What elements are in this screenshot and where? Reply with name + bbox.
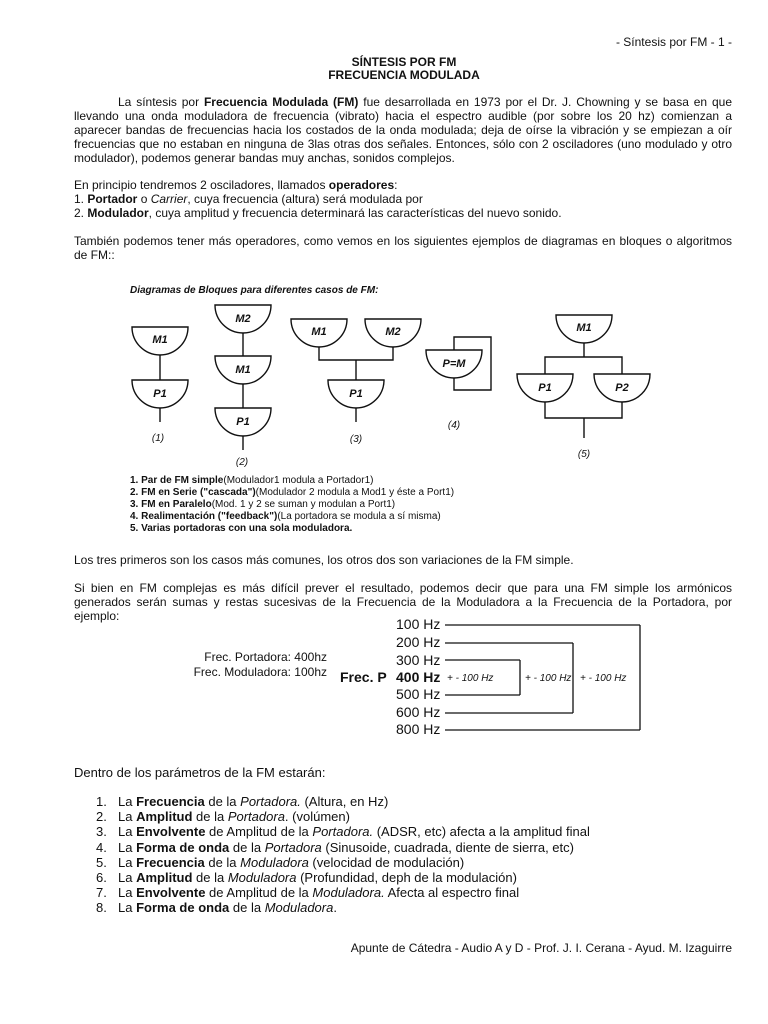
title-line-2: FRECUENCIA MODULADA xyxy=(328,68,480,82)
diagram5-p1-label: P1 xyxy=(538,382,552,394)
diagram3-p1-label: P1 xyxy=(349,388,363,400)
operator-item-1: 1. Portador o Carrier, cuya frecuencia (altura) será modulada por xyxy=(74,192,423,206)
param-item-2: 2. La Amplitud de la Portadora. (volúmen) xyxy=(96,809,350,825)
params-heading: Dentro de los parámetros de la FM estarán: xyxy=(74,765,326,780)
diagram3-m2-label: M2 xyxy=(385,326,401,338)
operators-block xyxy=(74,178,732,220)
diagram1-p1-label: P1 xyxy=(153,388,167,400)
fm-parameters-list xyxy=(96,794,590,916)
fm-block-diagrams xyxy=(0,295,768,475)
complex-fm-paragraph: Si bien en FM complejas es más difícil prever el resultado, podemos decir que para una FM simple los armónicos generados serán sumas y restas sucesivas de la Frecuencia de la Moduladora a la Frecuencia de la Portadora, por ejemplo: xyxy=(74,581,732,623)
param-item-8: 8. La Forma de onda de la Moduladora. xyxy=(96,900,337,916)
freq-100: 100 Hz xyxy=(396,616,441,632)
diagram1-caption: (1) xyxy=(151,433,165,444)
diagram4-caption: (4) xyxy=(447,420,461,431)
diagram5-p2-label: P2 xyxy=(615,382,629,394)
diagram3-m1-label: M1 xyxy=(311,326,327,338)
freq-800: 800 Hz xyxy=(396,721,441,737)
common-cases-paragraph: Los tres primeros son los casos más comunes, los otros dos son variaciones de la FM simple. xyxy=(74,553,574,567)
diagram4-pm-label: P=M xyxy=(442,358,466,370)
legend-item-1: 1. Par de FM simple(Modulador1 modula a Portador1) xyxy=(130,475,374,486)
intro-paragraph: La síntesis por Frecuencia Modulada (FM) fue desarrollada en 1973 por el Dr. J. Chowning y se basa en que llevando una onda moduladora de frecuencia (vibrato) hacia el espectro audible (por sobre los 20 hz) comienzan a aparecer bandas de frecuencias hacia los costados de la onda modulada; deja de oírse la vibración y se empiezan a oír frecuencias que no estaban en ninguna de 3las otras dos señales. Entonces, sólo con 2 osciladores (uno modulado y otro modulador), podemos generar bandas muy anchas, sonidos complejos. xyxy=(74,95,732,165)
param-item-3: 3. La Envolvente de Amplitud de la Portadora. (ADSR, etc) afecta a la amplitud final xyxy=(96,824,590,840)
delta-label-1: + - 100 Hz xyxy=(447,673,494,684)
operators-lead: En principio tendremos 2 osciladores, llamados operadores: xyxy=(74,178,398,192)
delta-label-3: + - 100 Hz xyxy=(580,673,627,684)
frequency-spectrum-diagram xyxy=(330,612,650,742)
diagram5-caption: (5) xyxy=(577,449,591,460)
legend-item-3: 3. FM en Paralelo(Mod. 1 y 2 se suman y modulan a Port1) xyxy=(130,499,396,510)
freq-600: 600 Hz xyxy=(396,704,441,720)
diagram3-caption: (3) xyxy=(349,434,363,445)
diagram1-m1-label: M1 xyxy=(152,334,168,346)
diagram5-m1-label: M1 xyxy=(576,322,592,334)
freq-300: 300 Hz xyxy=(396,652,441,668)
freq-500: 500 Hz xyxy=(396,686,441,702)
modulator-frequency-label: Frec. Moduladora: 100hz xyxy=(193,665,327,679)
operator-item-2: 2. Modulador, cuya amplitud y frecuencia determinará las características del nuevo sonido. xyxy=(74,206,562,220)
delta-label-2: + - 100 Hz xyxy=(525,673,572,684)
diagram2-m1-label: M1 xyxy=(235,364,251,376)
param-item-5: 5. La Frecuencia de la Moduladora (velocidad de modulación) xyxy=(96,854,465,870)
page-header: - Síntesis por FM - 1 - xyxy=(615,35,732,49)
param-item-1: 1. La Frecuencia de la Portadora. (Altura, en Hz) xyxy=(96,794,389,809)
param-item-4: 4. La Forma de onda de la Portadora (Sinusoide, cuadrada, diente de sierra, etc) xyxy=(96,839,574,855)
title-line-1: SÍNTESIS POR FM xyxy=(351,55,457,69)
page-footer: Apunte de Cátedra - Audio A y D - Prof. J. I. Cerana - Ayud. M. Izaguirre xyxy=(350,941,732,955)
param-item-7: 7. La Envolvente de Amplitud de la Moduladora. Afecta al espectro final xyxy=(96,885,520,901)
legend-item-2: 2. FM en Serie ("cascada")(Modulador 2 modula a Mod1 y éste a Port1) xyxy=(130,487,455,498)
legend-item-5: 5. Varias portadoras con una sola moduladora. xyxy=(130,523,353,534)
diagram2-caption: (2) xyxy=(235,457,249,468)
more-operators-paragraph: También podemos tener más operadores, como vemos en los siguientes ejemplos de diagramas en bloques o algoritmos de FM:: xyxy=(74,234,732,262)
diagram-title: Diagramas de Bloques para diferentes casos de FM: xyxy=(130,285,379,296)
diagram2-p1-label: P1 xyxy=(236,416,250,428)
legend-item-4: 4. Realimentación ("feedback")(La portadora se modula a sí misma) xyxy=(130,511,441,522)
diagram2-m2-label: M2 xyxy=(235,313,251,325)
param-item-6: 6. La Amplitud de la Moduladora (Profundidad, deph de la modulación) xyxy=(96,870,517,886)
frec-p-label: Frec. P xyxy=(340,669,387,685)
diagram-legend xyxy=(130,475,454,535)
freq-200: 200 Hz xyxy=(396,634,441,650)
carrier-frequency-label: Frec. Portadora: 400hz xyxy=(204,650,327,664)
freq-400: 400 Hz xyxy=(396,669,441,685)
